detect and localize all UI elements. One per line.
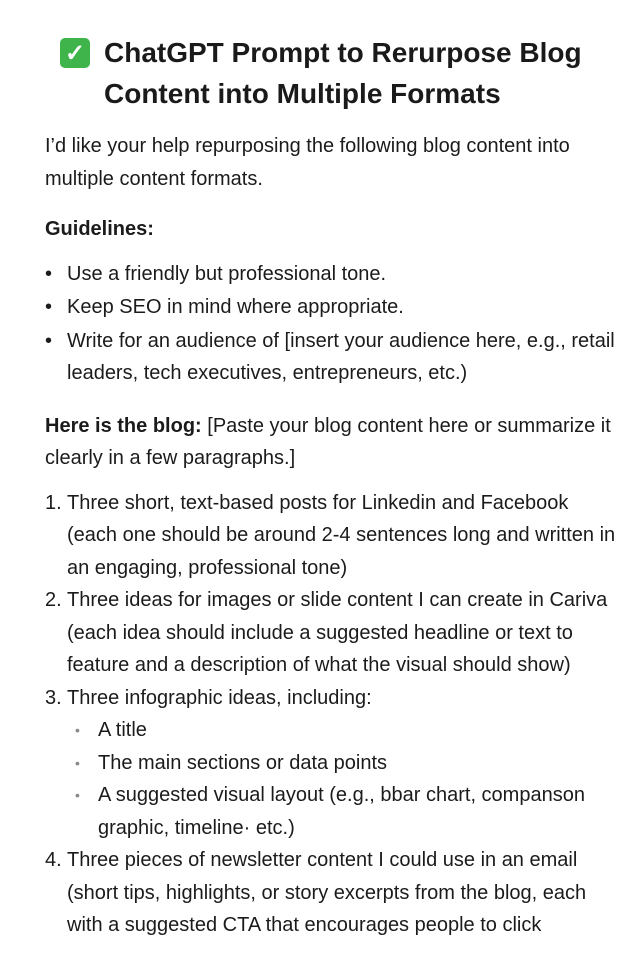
list-item <box>45 487 618 585</box>
guidelines-heading: Guidelines: <box>45 218 154 240</box>
list-item <box>45 584 618 682</box>
guidelines-list <box>45 258 618 390</box>
item-text: Three pieces of newsletter content I could use in an email (short tips, highlights, or story excerpts from the blog, each with a suggested CTA that encourages people to click <box>67 849 587 936</box>
title-text: ChatGPT Prompt to Rerurpose Blog Content into Multiple Formats <box>104 37 582 109</box>
list-item <box>45 682 618 845</box>
blog-placeholder: [Paste your blog content here or summarize it clearly in a few paragraphs.] <box>45 414 611 469</box>
item-text: Three infographic ideas, including: <box>67 686 372 709</box>
item-text: Three short, text-based posts for Linkedin and Facebook (each one should be around 2-4 sentences long and written in an engaging, professional tone) <box>67 491 616 579</box>
page-title <box>0 0 640 114</box>
list-item: • Keep SEO in mind where appropriate. <box>45 291 618 324</box>
list-item: • Write for an audience of [insert your audience here, e.g., retail leaders, tech executives, entrepreneurs, etc.) <box>45 325 618 390</box>
blog-paragraph <box>45 410 618 475</box>
item-number: 3. <box>45 686 62 709</box>
list-item <box>45 844 618 942</box>
sub-list <box>67 714 618 844</box>
prompt-body <box>0 130 640 942</box>
item-number: 2. <box>45 589 62 611</box>
check-mark-button-icon: ✓ <box>60 38 90 68</box>
sub-list-item: • A suggested visual layout (e.g., bbar chart, companson graphic, timeline· etc.) <box>67 779 618 844</box>
blog-label: Here is the blog: <box>45 414 202 437</box>
item-number: 1. <box>45 491 62 514</box>
list-item: • Use a friendly but professional tone. <box>45 258 618 291</box>
item-number: 4. <box>45 849 62 871</box>
sub-list-item: • A title <box>67 714 618 747</box>
sub-list-item: • The main sections or data points <box>67 747 618 780</box>
item-text: Three ideas for images or slide content I can create in Cariva (each idea should include a suggested headline or text to feature and a description of what the visual should show) <box>67 589 608 676</box>
formats-list <box>45 487 618 942</box>
intro-paragraph: I’d like your help repurposing the following blog content into multiple content formats. <box>45 135 570 190</box>
